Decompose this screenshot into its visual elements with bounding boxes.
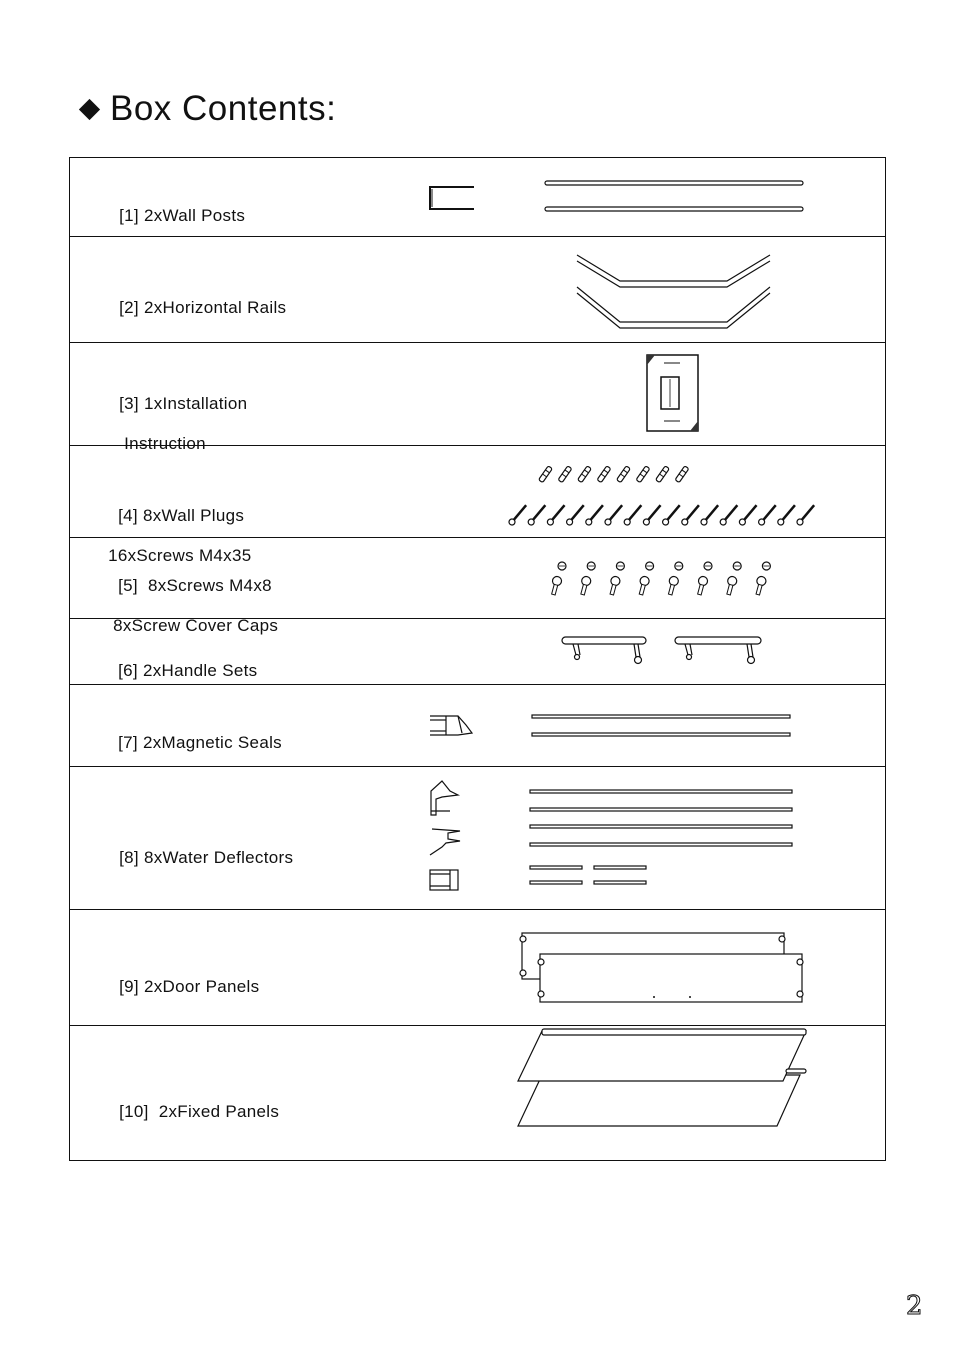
item-label: [3] 1xInstallation Instruction [89, 394, 248, 453]
instruction-booklet-icon [70, 343, 885, 446]
fixed-panels-icon [70, 1026, 885, 1160]
table-row [70, 1026, 885, 1160]
diamond-bullet-icon [79, 98, 100, 119]
table-row [70, 685, 885, 767]
table-row [70, 343, 885, 453]
water-deflectors-icon [70, 767, 885, 910]
item-label: [10] 2xFixed Panels [119, 1102, 280, 1121]
table-row [70, 767, 885, 910]
table-row [70, 237, 885, 343]
page-title [76, 86, 336, 132]
table-row [70, 158, 885, 237]
item-label: [6] 2xHandle Sets [118, 661, 258, 680]
table-row [70, 619, 885, 685]
item-label: [1] 2xWall Posts [119, 206, 246, 225]
item-label: [4] 8xWall Plugs 16xScrews M4x35 [88, 506, 252, 565]
wall-posts-icon [70, 158, 885, 237]
door-panels-icon [70, 910, 885, 1026]
handle-sets-icon [70, 619, 885, 685]
item-label: [7] 2xMagnetic Seals [118, 733, 282, 752]
table-row [70, 538, 885, 635]
table-row [70, 910, 885, 1026]
wall-plugs-screws-icon [70, 446, 885, 538]
horizontal-rails-icon [70, 237, 885, 343]
item-label: [5] 8xScrews M4x8 8xScrew Cover Caps [88, 576, 279, 635]
item-label: [2] 2xHorizontal Rails [119, 298, 287, 317]
magnetic-seals-icon [70, 685, 885, 767]
item-label: [9] 2xDoor Panels [119, 977, 260, 996]
box-contents-table [69, 157, 886, 1161]
screws-caps-icon [70, 538, 885, 619]
page-number: 2 [906, 1291, 923, 1321]
page-title-text: Box Contents: [110, 89, 337, 128]
table-row [70, 446, 885, 565]
item-label: [8] 8xWater Deflectors [119, 848, 294, 867]
